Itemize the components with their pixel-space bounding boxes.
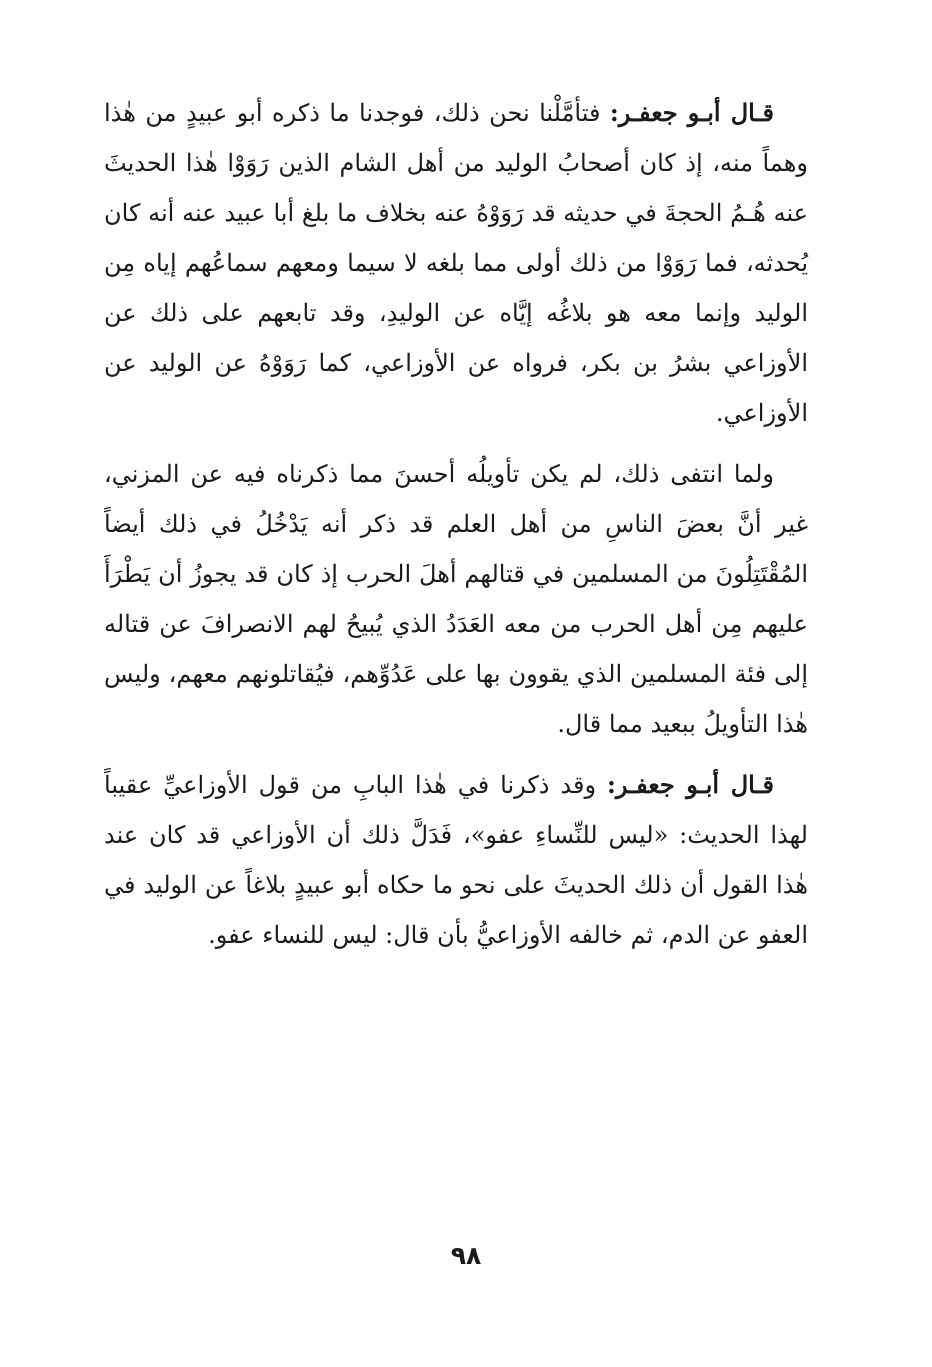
- paragraph-1-speaker: قـال أبـو جعفـر:: [609, 98, 774, 127]
- page-number: ٩٨: [450, 1241, 482, 1270]
- paragraph-2: [104, 449, 808, 749]
- paragraph-3-speaker: قـال أبـو جعفـر:: [606, 770, 774, 799]
- paragraph-1: [104, 88, 808, 438]
- paragraph-3-text: وقد ذكرنا في هٰذا البابِ من قول الأوزاعيِّ عقيباً لهذا الحديث: «ليس للنِّساءِ عفو»، فَدَلَّ ذلك أن الأوزاعي قد كان عند هٰذا القول أن ذلك الحديثَ على نحو ما حكاه أبو عبيدٍ بلاغاً عن الوليد في العفو عن الدم، ثم خالفه الأوزاعيُّ بأن قال: ليس للنساء عفو.: [104, 771, 808, 949]
- paragraph-3: [104, 760, 808, 960]
- body-text: [104, 88, 808, 960]
- paragraph-1-text: فتأمَّلْنا نحن ذلك، فوجدنا ما ذكره أبو عبيدٍ من هٰذا وهماً منه، إذ كان أصحابُ الوليد من أهل الشام الذين رَوَوْا هٰذا الحديثَ عنه هُـمُ الحجةَ في حديثه قد رَوَوْهُ عنه بخلاف ما بلغ أبا عبيد عنه أنه كان يُحدثه، فما رَوَوْا من ذلك أولى مما بلغه لا سيما ومعهم سماعُهم إياه مِن الوليد وإنما معه هو بلاغُه إيَّاه عن الوليدِ، وقد تابعهم على ذلك عن الأوزاعي بشرُ بن بكر، فرواه عن الأوزاعي، كما رَوَوْهُ عن الوليد عن الأوزاعي.: [104, 99, 809, 427]
- paragraph-2-text: ولما انتفى ذلك، لم يكن تأويلُه أحسنَ مما ذكرناه فيه عن المزني، غير أنَّ بعضَ الناسِ من أهل العلم قد ذكر أنه يَدْخُلُ في ذلك أيضاً المُقْتَتِلُونَ من المسلمين في قتالهم أهلَ الحرب إذ كان قد يجوزُ أن يَطْرَأَ عليهم مِن أهل الحرب من معه العَدَدُ الذي يُبيحُ لهم الانصرافَ عن قتاله إلى فئة المسلمين الذي يقوون بها على عَدُوِّهم، فيُقاتلونهم معهم، وليس هٰذا التأويلُ ببعيد مما قال.: [104, 460, 808, 738]
